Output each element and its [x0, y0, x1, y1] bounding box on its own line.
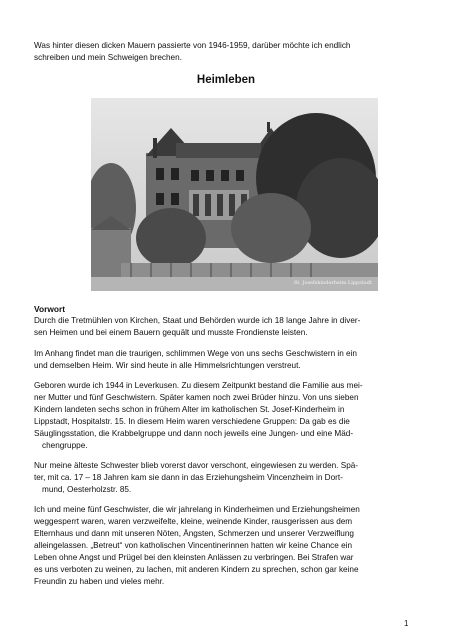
section-title: Vorwort — [34, 304, 66, 314]
paragraph-line: Lippstadt, Hospitalstr. 15. In diesem Heim waren verschiedene Gruppen: Da gab es die — [34, 417, 350, 426]
paragraph-line: und demselben Heim. Wir sind heute in alle Himmelsrichtungen verstreut. — [34, 361, 301, 370]
paragraph-line: ner Mutter und fünf Geschwistern. Später kamen noch zwei Brüder hinzu. Von uns sieben — [34, 393, 359, 402]
paragraph-line: weggesperrt waren, waren verzweifelte, kleine, weinende Kinder, rausgerissen aus dem — [34, 517, 353, 526]
paragraph-line: Freundin zu haben und vieles mehr. — [34, 577, 165, 586]
paragraph-line: chengruppe. — [42, 441, 88, 450]
paragraph-line: Ich und meine fünf Geschwister, die wir jahrelang in Kinderheimen und Erziehungsheimen — [34, 505, 360, 514]
paragraph-line: Leben ohne Angst und Prügel bei den kleinsten Anlässen zu verbringen. Bei Strafen war — [34, 553, 354, 562]
paragraph-3 — [34, 380, 414, 452]
paragraph-line: Elternhaus und dann mit unseren Nöten, Ängsten, Schmerzen und unserer Verzweiflung — [34, 529, 354, 538]
paragraph-line: mund, Oesterholzstr. 85. — [42, 485, 132, 494]
paragraph-line: Säuglingsstation, die Krabbelgruppe und dann noch jeweils eine Jungen- und eine Mäd- — [34, 429, 354, 438]
paragraph-1 — [34, 315, 414, 339]
page-number: 1 — [404, 619, 409, 628]
paragraph-line: Im Anhang findet man die traurigen, schlimmen Wege von uns sechs Geschwistern in ein — [34, 349, 357, 358]
paragraph-2 — [34, 348, 414, 372]
intro-line: schreiben und mein Schweigen brechen. — [34, 53, 182, 62]
paragraph-line: es uns verboten zu weinen, zu lachen, mit anderen Kindern zu sprechen, schon gar keine — [34, 565, 359, 574]
paragraph-4 — [34, 460, 414, 496]
photo-caption: St. Josefskinderheim Lippstadt — [293, 280, 372, 286]
paragraph-line: Kindern landeten sechs schon in frühem Alter im katholischen St. Josef-Kinderheim in — [34, 405, 345, 414]
paragraph-line: Nur meine älteste Schwester blieb vorerst davor verschont, eingewiesen zu werden. Spä- — [34, 461, 359, 470]
paragraph-line: Geboren wurde ich 1944 in Leverkusen. Zu diesem Zeitpunkt bestand die Familie aus mei- — [34, 381, 363, 390]
page-title: Heimleben — [196, 74, 256, 86]
paragraph-line: Durch die Tretmühlen von Kirchen, Staat und Behörden wurde ich 18 lange Jahre in diver- — [34, 316, 361, 325]
paragraph-line: ter, mit ca. 17 – 18 Jahren kam sie dann in das Erziehungsheim Vincenzheim in Dort- — [34, 473, 343, 482]
paragraph-line: sen Heimen und bei einem Bauern gequält und musste Frondienste leisten. — [34, 328, 308, 337]
building-photo-illustration — [91, 98, 378, 291]
paragraph-line: alleingelassen. „Betreut“ von katholischen Vincentinerinnen hatten wir keine Chance ein — [34, 541, 352, 550]
intro-line: Was hinter diesen dicken Mauern passierte von 1946-1959, darüber möchte ich endlich — [34, 41, 351, 50]
building-photo — [91, 98, 378, 291]
intro-paragraph — [34, 40, 414, 64]
paragraph-5 — [34, 504, 414, 588]
